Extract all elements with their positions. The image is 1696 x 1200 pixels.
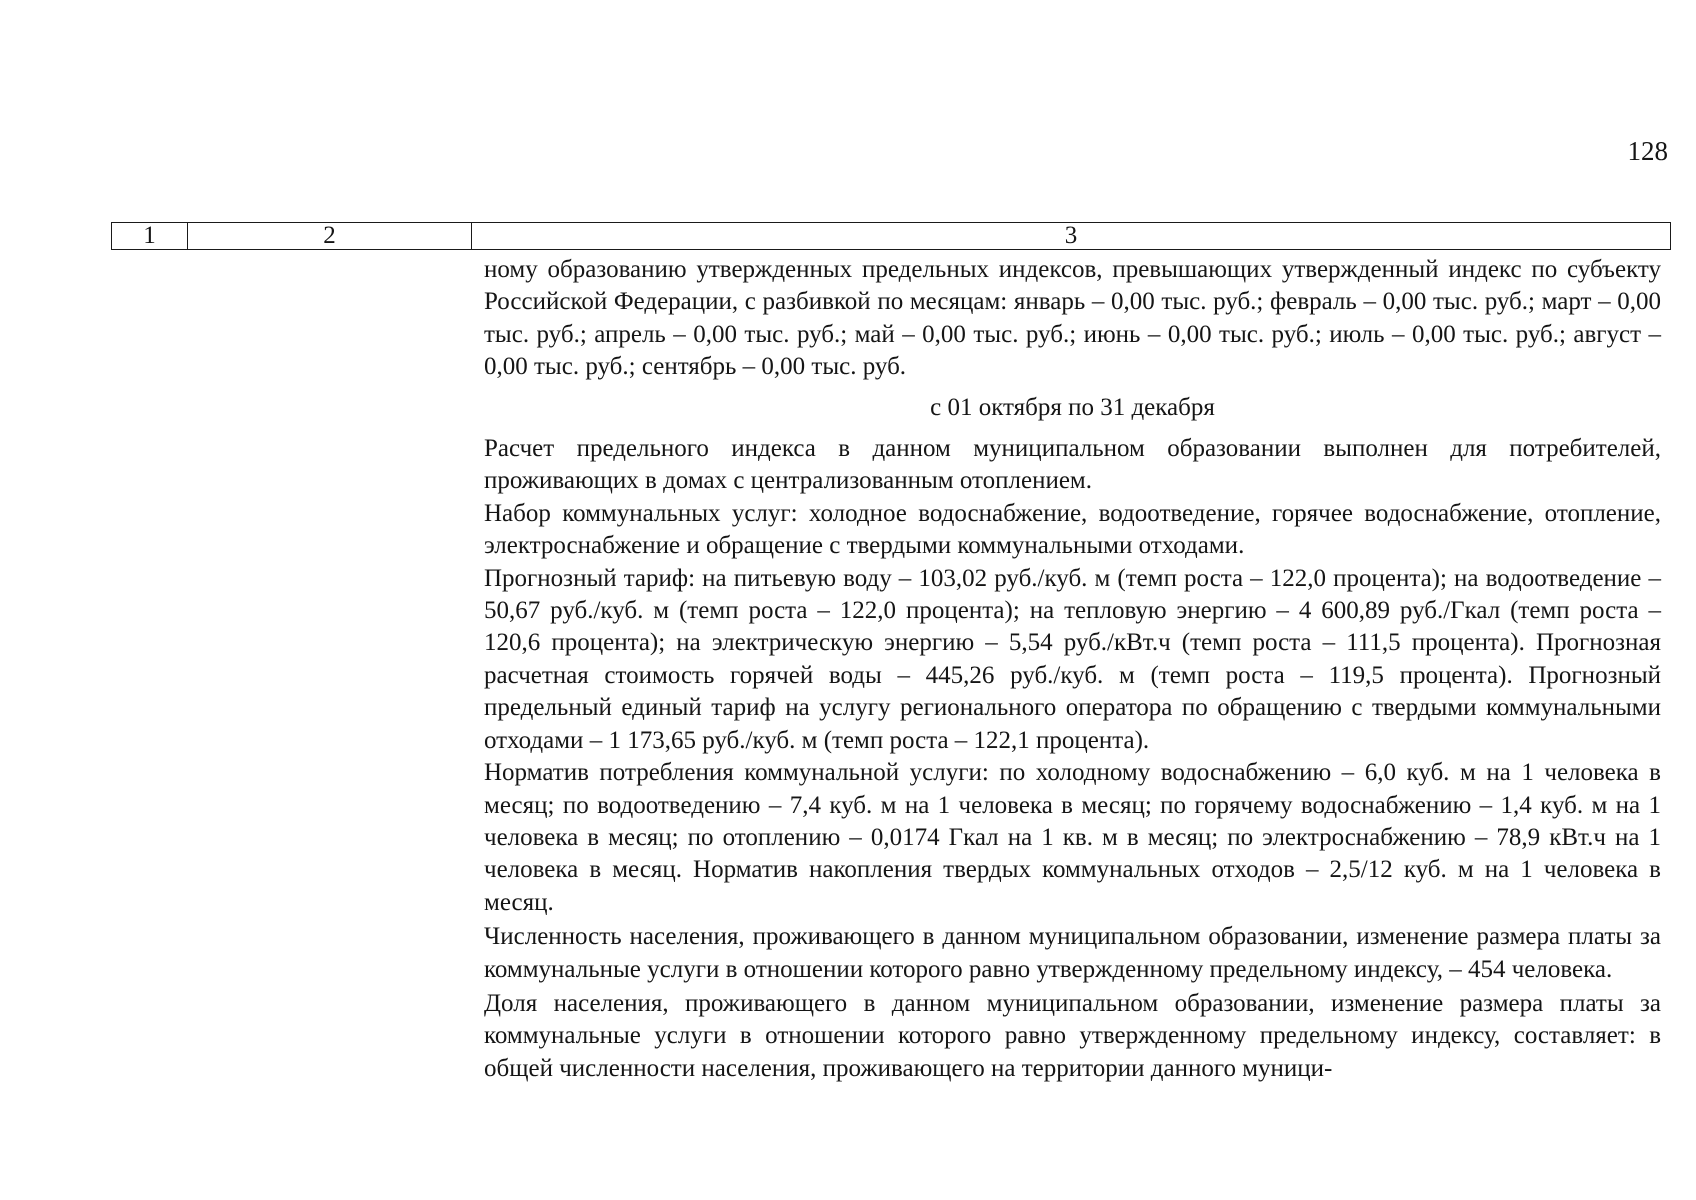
- paragraph-calculation: Расчет предельного индекса в данном муниципальном образовании выполнен для потребителей, проживающих в домах с централизованным отоплением.: [484, 435, 1661, 495]
- page-number: 128: [1627, 136, 1668, 166]
- period-heading: с 01 октября по 31 декабря: [930, 393, 1215, 421]
- paragraph-share: Доля населения, проживающего в данном муниципальном образовании, изменение размера платы за коммунальные услуги в отношении которого равно утвержденному предельному индексу, составляет: в общей численности населения, проживающего на территории данного муници-: [484, 989, 1661, 1082]
- paragraph-norms: Норматив потребления коммунальной услуги: по холодному водоснабжению – 6,0 куб. м на 1 человека в месяц; по водоотведению – 7,4 куб. м на 1 человека в месяц; по горячему водоснабжению – 1,4 куб. м на 1 человека в месяц; по отоплению – 0,0174 Гкал на 1 кв. м в месяц; по электроснабжению – 78,9 кВт.ч на 1 человека в месяц. Норматив накопления твердых коммунальных отходов – 2,5/12 куб. м на 1 человека в месяц.: [484, 759, 1661, 916]
- paragraph-tariff: Прогнозный тариф: на питьевую воду – 103,02 руб./куб. м (темп роста – 122,0 процента); на водоотведение – 50,67 руб./куб. м (темп роста – 122,0 процента); на тепловую энергию – 4 600,89 руб./Гкал (темп роста – 120,6 процента); на электрическую энергию – 5,54 руб./кВт.ч (темп роста – 111,5 процента). Прогнозная расчетная стоимость горячей воды – 445,26 руб./куб. м (темп роста – 119,5 процента). Прогнозный предельный единый тариф на услугу регионального оператора по обращению с твердыми коммунальными отходами – 1 173,65 руб./куб. м (темп роста – 122,1 процента).: [484, 564, 1661, 754]
- column-number-2: 2: [188, 223, 472, 249]
- paragraph-services: Набор коммунальных услуг: холодное водоснабжение, водоотведение, горячее водоснабжение, отопление, электроснабжение и обращение с твердыми коммунальными отходами.: [484, 499, 1661, 560]
- column-number-1: 1: [112, 223, 188, 249]
- paragraph-population: Численность населения, проживающего в данном муниципальном образовании, изменение размера платы за коммунальные услуги в отношении которого равно утвержденному предельному индексу, – 454 человека.: [484, 923, 1661, 983]
- column-number-3: 3: [1064, 222, 1078, 249]
- document-body: [484, 254, 1661, 1085]
- table-column-header: [111, 222, 1671, 250]
- paragraph-continued: ному образованию утвержденных предельных индексов, превышающих утвержденный индекс по субъекту Российской Федерации, с разбивкой по месяцам: январь – 0,00 тыс. руб.; февраль – 0,00 тыс. руб.; март – 0,00 тыс. руб.; апрель – 0,00 тыс. руб.; май – 0,00 тыс. руб.; июнь – 0,00 тыс. руб.; июль – 0,00 тыс. руб.; август – 0,00 тыс. руб.; сентябрь – 0,00 тыс. руб.: [484, 256, 1661, 381]
